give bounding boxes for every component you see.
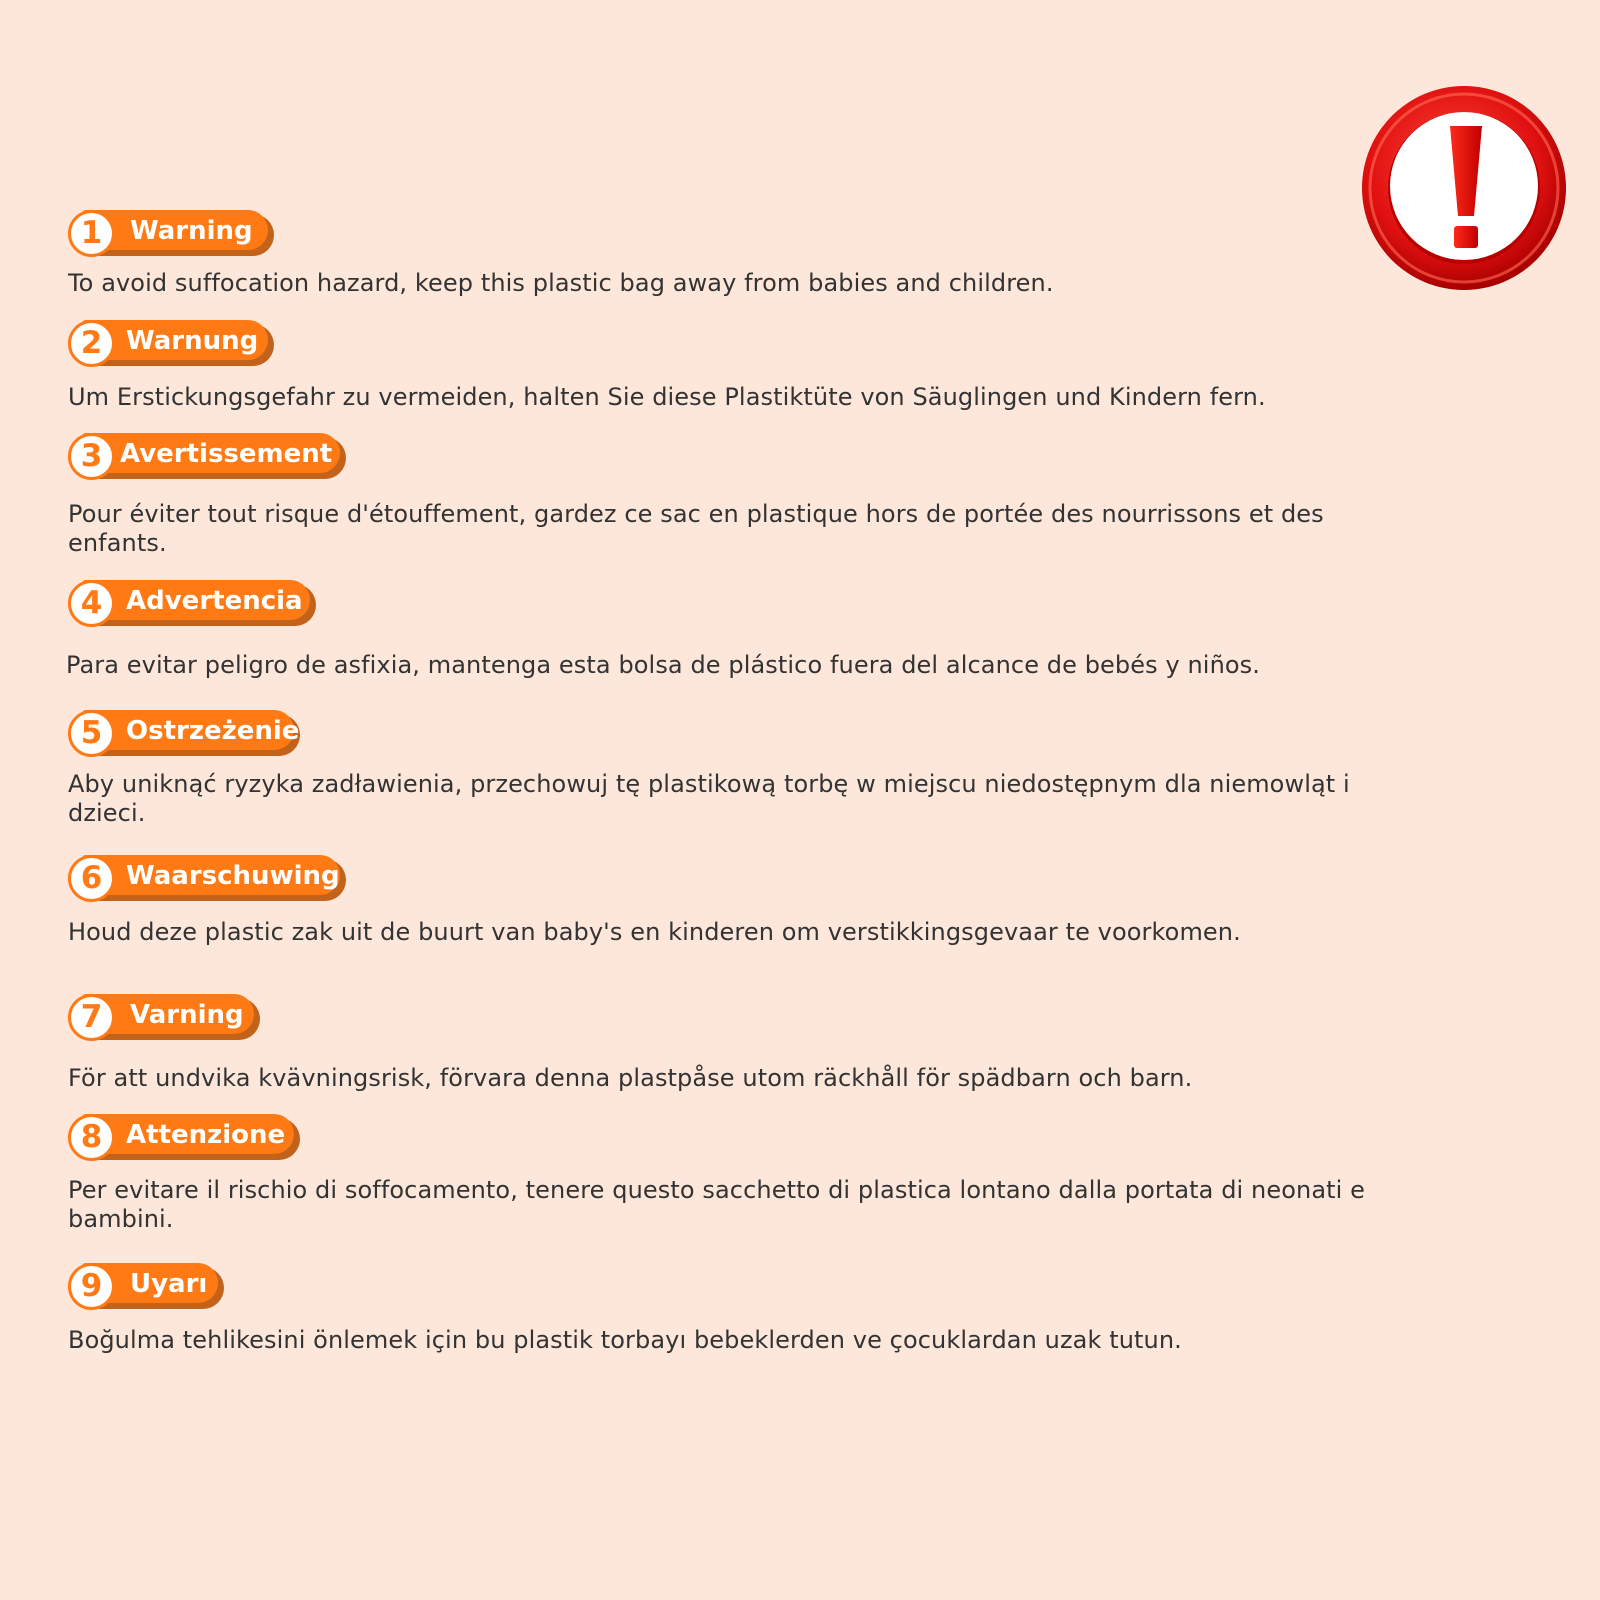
warning-badge	[68, 855, 346, 901]
exclamation-warning-icon	[1360, 84, 1568, 292]
warning-title: Ostrzeżenie	[126, 716, 300, 746]
warning-item-6	[68, 855, 1368, 947]
warning-item-3	[68, 433, 1368, 558]
warning-title: Warnung	[126, 326, 259, 356]
warning-text: Boğulma tehlikesini önlemek için bu plastik torbayı bebeklerden ve çocuklardan uzak tutun.	[68, 1326, 1182, 1354]
number-badge: 5	[68, 710, 115, 757]
warning-badge	[68, 320, 274, 366]
number-badge: 4	[68, 580, 115, 627]
number-badge: 2	[68, 320, 115, 367]
number-badge: 8	[68, 1114, 115, 1161]
warning-title: Waarschuwing	[126, 861, 340, 891]
warning-item-9	[68, 1263, 1368, 1355]
warning-badge	[68, 580, 316, 626]
warning-text: För att undvika kvävningsrisk, förvara denna plastpåse utom räckhåll för spädbarn och barn.	[68, 1064, 1193, 1092]
warning-text: Aby uniknąć ryzyka zadławienia, przechowuj tę plastikową torbę w miejscu niedostępnym dla niemowląt i dzieci.	[68, 770, 1350, 827]
number-badge: 1	[68, 210, 115, 257]
warning-badge	[68, 1114, 300, 1160]
warning-item-8	[68, 1114, 1368, 1234]
warning-item-2	[68, 320, 1368, 412]
warning-title: Varning	[130, 1000, 244, 1030]
warning-text: Per evitare il rischio di soffocamento, tenere questo sacchetto di plastica lontano dalla portata di neonati e bambini.	[68, 1176, 1366, 1233]
warning-title: Uyarı	[130, 1269, 208, 1299]
warning-item-7	[68, 994, 1368, 1093]
warning-title: Attenzione	[126, 1120, 286, 1150]
warning-title: Advertencia	[126, 586, 303, 616]
number-badge: 9	[68, 1263, 115, 1310]
warning-text: Houd deze plastic zak uit de buurt van baby's en kinderen om verstikkingsgevaar te voorkomen.	[68, 918, 1241, 946]
warning-badge	[68, 1263, 224, 1309]
warning-badge	[68, 210, 274, 256]
warning-item-4	[68, 580, 1368, 680]
warning-text: Pour éviter tout risque d'étouffement, gardez ce sac en plastique hors de portée des nourrissons et des enfants.	[68, 500, 1324, 557]
warning-text: Um Erstickungsgefahr zu vermeiden, halten Sie diese Plastiktüte von Säuglingen und Kindern fern.	[68, 383, 1266, 411]
warning-item-1	[68, 210, 1368, 298]
warning-badge	[68, 994, 260, 1040]
number-badge: 3	[68, 433, 115, 480]
warning-title: Warning	[130, 216, 253, 246]
warning-text: To avoid suffocation hazard, keep this plastic bag away from babies and children.	[68, 269, 1054, 297]
number-badge: 7	[68, 994, 115, 1041]
warning-badge	[68, 710, 300, 756]
number-badge: 6	[68, 855, 115, 902]
warning-title: Avertissement	[120, 439, 333, 469]
warning-badge	[68, 433, 346, 479]
warning-item-5	[68, 710, 1368, 828]
warning-text: Para evitar peligro de asfixia, mantenga esta bolsa de plástico fuera del alcance de bebés y niños.	[66, 651, 1260, 679]
